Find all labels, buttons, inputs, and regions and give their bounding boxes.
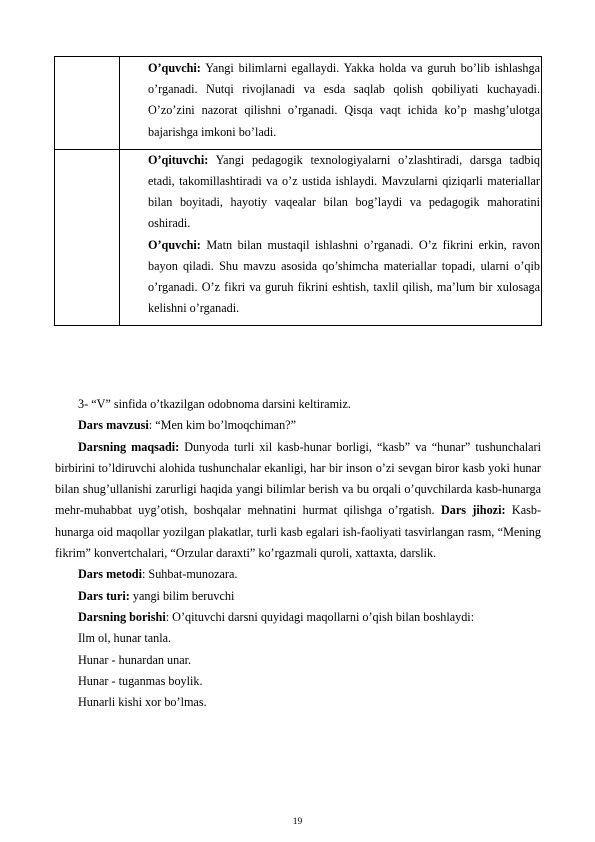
method-text: : Suhbat-munozara. — [141, 567, 238, 582]
student-text: Matn bilan mustaqil ishlashni o’rganadi. O’z fikrini erkin, ravon bayon qiladi. Shu mavzu asosida qo’shimcha materiallar topadi, ularni o’qib o’rganadi. O’z fikri va guruh fikrini eshtish, taxlil qilish, ma’lum bir xulosaga kelishni o’rganadi. — [148, 237, 540, 316]
lesson-process — [55, 607, 541, 628]
student-paragraph — [148, 235, 540, 320]
table-row — [55, 149, 542, 326]
student-label: O’quvchi: — [148, 61, 201, 75]
type-text: yangi bilim beruvchi — [129, 588, 235, 603]
page-number: 19 — [292, 817, 303, 827]
goal-text: Dunyoda turli xil kasb-hunar borligi, “kasb” va “hunar” tushunchalari birbirini to’ldiruvchi alohida tushunchalar ekanligi, har bir inson o’zi sevgan biror kasb yoki hunar bilan shug’ullanishi zarurligi haqida yangi bilimlar berish va bu orqali o’quvchilarda kasb-hunarga mehr-muhabbat uyg’otish, boshqalar mehnatini hurmat qilishga o’rgatish. — [55, 439, 542, 518]
goal-label: Darsning maqsadi: — [78, 439, 180, 454]
table-cell-teacher-student — [120, 149, 542, 326]
table-cell-empty — [55, 57, 120, 150]
process-text: : O’qituvchi darsni quyidagi maqollarni o’qish bilan boshlaydi: — [165, 609, 475, 624]
table-cell-empty — [55, 149, 120, 326]
equipment-text: Kasb-hunarga oid maqollar yozilgan plakatlar, turli kasb egalari ish-faoliyati tasvirlangan rasm, “Mening fikrim” konvertchalari, “Orzular daraxti” ko’rgazmali quroli, xattaxta, darslik. — [55, 503, 542, 561]
student-paragraph — [148, 58, 540, 143]
topic-text: : “Men kim bo’lmoqchiman?” — [148, 418, 296, 433]
student-label: O’quvchi: — [148, 237, 201, 252]
equipment-label: Dars jihozi: — [440, 503, 506, 518]
lesson-method — [55, 564, 541, 585]
table-row — [55, 57, 542, 150]
lesson-goal — [55, 437, 541, 565]
proverb-line: Hunar - tuganmas boylik. — [78, 673, 203, 688]
proverb-line: Hunar - hunardan unar. — [78, 652, 192, 667]
methods-table — [54, 56, 542, 326]
topic-label: Dars mavzusi — [78, 418, 149, 433]
lesson-body — [55, 394, 541, 713]
proverb-line: Hunarli kishi xor bo’lmas. — [78, 695, 207, 710]
intro-line: 3- “V” sinfida o’tkazilgan odobnoma darsini keltiramiz. — [78, 397, 351, 411]
process-label: Darsning borishi — [78, 609, 166, 624]
lesson-topic — [55, 415, 541, 436]
lesson-type — [55, 586, 541, 607]
student-text: Yangi bilimlarni egallaydi. Yakka holda va guruh bo’lib ishlashga o’rganadi. Nutqi rivojlanadi va esda saqlab qolish qobiliyati kuchayadi. O’zo’zini nazorat qilishni o’rganadi. Qisqa vaqt ichida ko’p mashg’ulotga bajarishga imkoni bo’ladi. — [148, 61, 540, 139]
type-label: Dars turi: — [78, 588, 130, 603]
teacher-label: O’qituvchi: — [148, 152, 209, 167]
proverb-line: Ilm ol, hunar tanla. — [78, 631, 172, 646]
method-label: Dars metodi — [78, 567, 142, 582]
table-cell-student — [120, 57, 542, 150]
teacher-text: Yangi pedagogik texnologiyalarni o’zlashtiradi, darsga tadbiq etadi, takomillashtiradi va o’z ustida ishlaydi. Mavzularni qiziqarli materiallar bilan boyitadi, hayotiy vaqealar bilan bog’laydi va pedagogik mahoratini oshiradi. — [148, 152, 540, 231]
teacher-paragraph — [148, 150, 540, 235]
